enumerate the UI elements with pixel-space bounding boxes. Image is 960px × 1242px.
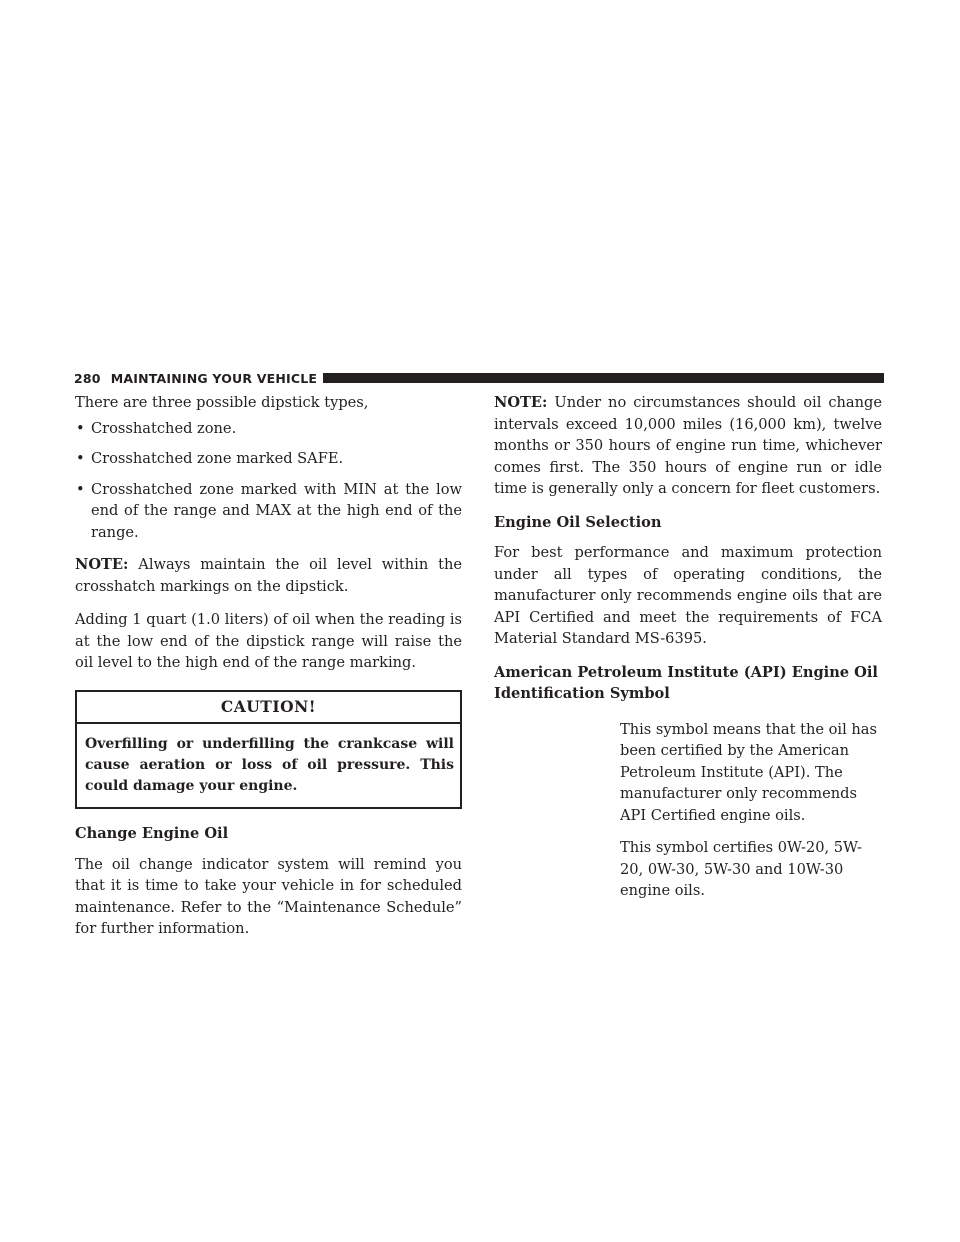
page-number: 280 (74, 370, 101, 386)
dipstick-types-list (75, 418, 462, 544)
note-text: Always maintain the oil level within the crosshatch markings on the dipstick. (75, 556, 462, 595)
change-oil-heading: Change Engine Oil (75, 825, 229, 842)
list-item (75, 418, 462, 440)
section-title: MAINTAINING YOUR VEHICLE (110, 370, 318, 386)
list-item (75, 448, 462, 470)
header-rule (323, 373, 884, 383)
note-label: NOTE: (75, 556, 129, 573)
api-symbol-text-1: This symbol means that the oil has been certified by the American Petroleum Institute (API). The manufacturer only recommends API Certified engine oils. (620, 720, 877, 824)
bullet-icon: • (76, 480, 85, 498)
caution-text: Overfilling or underfilling the crankcase will cause aeration or loss of oil pressure. This could damage your engine. (85, 736, 454, 794)
dipstick-intro: There are three possible dipstick types, (75, 394, 369, 411)
caution-box (75, 690, 462, 810)
api-symbol-description (494, 719, 882, 902)
note-text: Under no circumstances should oil change intervals exceed 10,000 miles (16,000 km), twelve months or 350 hours of engine run time, whichever comes first. The 350 hours of engine run or idle time is generally only a concern for fleet customers. (494, 394, 882, 497)
bullet-icon: • (76, 450, 85, 467)
list-item-text: Crosshatched zone marked SAFE. (91, 450, 344, 467)
left-column (75, 392, 462, 952)
oil-selection-heading: Engine Oil Selection (494, 513, 662, 531)
page-header (74, 370, 884, 386)
caution-heading: CAUTION! (77, 692, 460, 725)
bullet-icon: • (76, 419, 85, 437)
list-item (75, 479, 462, 544)
note-label: NOTE: (494, 394, 548, 411)
change-oil-paragraph: The oil change indicator system will remind you that it is time to take your vehicle in for scheduled maintenance. Refer to the “Maintenance Schedule” for further information. (75, 855, 462, 937)
list-item-text: Crosshatched zone. (91, 419, 237, 437)
right-column (494, 392, 882, 913)
api-symbol-heading: American Petroleum Institute (API) Engine Oil Identification Symbol (494, 663, 878, 702)
oil-selection-paragraph: For best performance and maximum protection under all types of operating conditions, the manufacturer only recommends engine oils that are API Certified and meet the requirements of FCA Material Standard MS-6395. (494, 544, 882, 647)
api-symbol-text-2: This symbol certifies 0W-20, 5W-20, 0W-30, 5W-30 and 10W-30 engine oils. (620, 839, 862, 899)
list-item-text: Crosshatched zone marked with MIN at the low end of the range and MAX at the high end of the range. (91, 480, 462, 541)
adding-oil-paragraph: Adding 1 quart (1.0 liters) of oil when the reading is at the low end of the dipstick range will raise the oil level to the high end of the range marking. (75, 611, 462, 671)
note-oil-level (75, 554, 462, 597)
note-oil-change-interval (494, 392, 882, 500)
